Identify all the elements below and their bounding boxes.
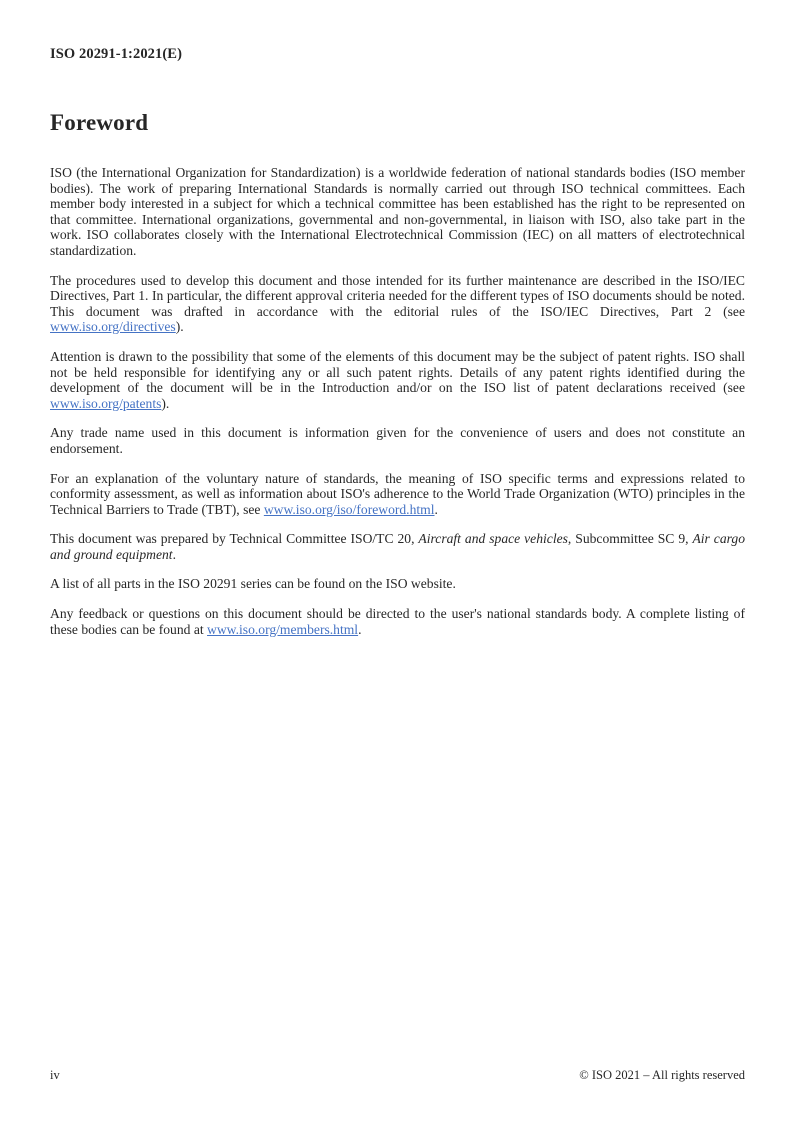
foreword-paragraph: This document was prepared by Technical Committee ISO/TC 20, Aircraft and space vehicles, Subcommittee SC 9, Air cargo and ground equipment.	[50, 531, 745, 562]
foreword-paragraph: Any trade name used in this document is information given for the convenience of users and does not constitute an endorsement.	[50, 425, 745, 456]
page-content	[50, 0, 745, 651]
foreword-paragraph: The procedures used to develop this document and those intended for its further maintenance are described in the ISO/IEC Directives, Part 1. In particular, the different approval criteria needed for the different types of ISO documents should be noted. This document was drafted in accordance with the editorial rules of the ISO/IEC Directives, Part 2 (see www.iso.org/directives).	[50, 272, 745, 335]
hyperlink[interactable]: www.iso.org/patents	[50, 395, 162, 411]
foreword-paragraph: For an explanation of the voluntary nature of standards, the meaning of ISO specific terms and expressions related to conformity assessment, as well as information about ISO's adherence to the World Trade Organization (WTO) principles in the Technical Barriers to Trade (TBT), see www.iso.org/iso/foreword.html.	[50, 470, 745, 517]
hyperlink[interactable]: www.iso.org/directives	[50, 319, 176, 335]
italic-text: Air cargo and ground equipment	[50, 531, 745, 562]
italic-text: Aircraft and space vehicles	[418, 531, 568, 547]
foreword-paragraph: A list of all parts in the ISO 20291 series can be found on the ISO website.	[50, 576, 456, 592]
page-number: iv	[50, 1068, 60, 1082]
foreword-paragraph: Any feedback or questions on this document should be directed to the user's national standards body. A complete listing of these bodies can be found at www.iso.org/members.html.	[50, 606, 745, 637]
page-footer	[50, 1068, 745, 1083]
hyperlink[interactable]: www.iso.org/iso/foreword.html	[263, 501, 435, 517]
document-identifier: ISO 20291-1:2021(E)	[50, 46, 182, 62]
hyperlink[interactable]: www.iso.org/members.html	[207, 621, 359, 637]
page-title: Foreword	[50, 110, 149, 135]
copyright-notice: © ISO 2021 – All rights reserved	[579, 1068, 745, 1082]
foreword-paragraph: ISO (the International Organization for Standardization) is a worldwide federation of national standards bodies (ISO member bodies). The work of preparing International Standards is normally carried out through ISO technical committees. Each member body interested in a subject for which a technical committee has been established has the right to be represented on that committee. International organizations, governmental and non-governmental, in liaison with ISO, also take part in the work. ISO collaborates closely with the International Electrotechnical Commission (IEC) on all matters of electrotechnical standardization.	[50, 165, 745, 258]
foreword-body	[50, 165, 745, 637]
foreword-paragraph: Attention is drawn to the possibility that some of the elements of this document may be the subject of patent rights. ISO shall not be held responsible for identifying any or all such patent rights. Details of any patent rights identified during the development of the document will be in the Introduction and/or on the ISO list of patent declarations received (see www.iso.org/patents).	[50, 348, 745, 411]
